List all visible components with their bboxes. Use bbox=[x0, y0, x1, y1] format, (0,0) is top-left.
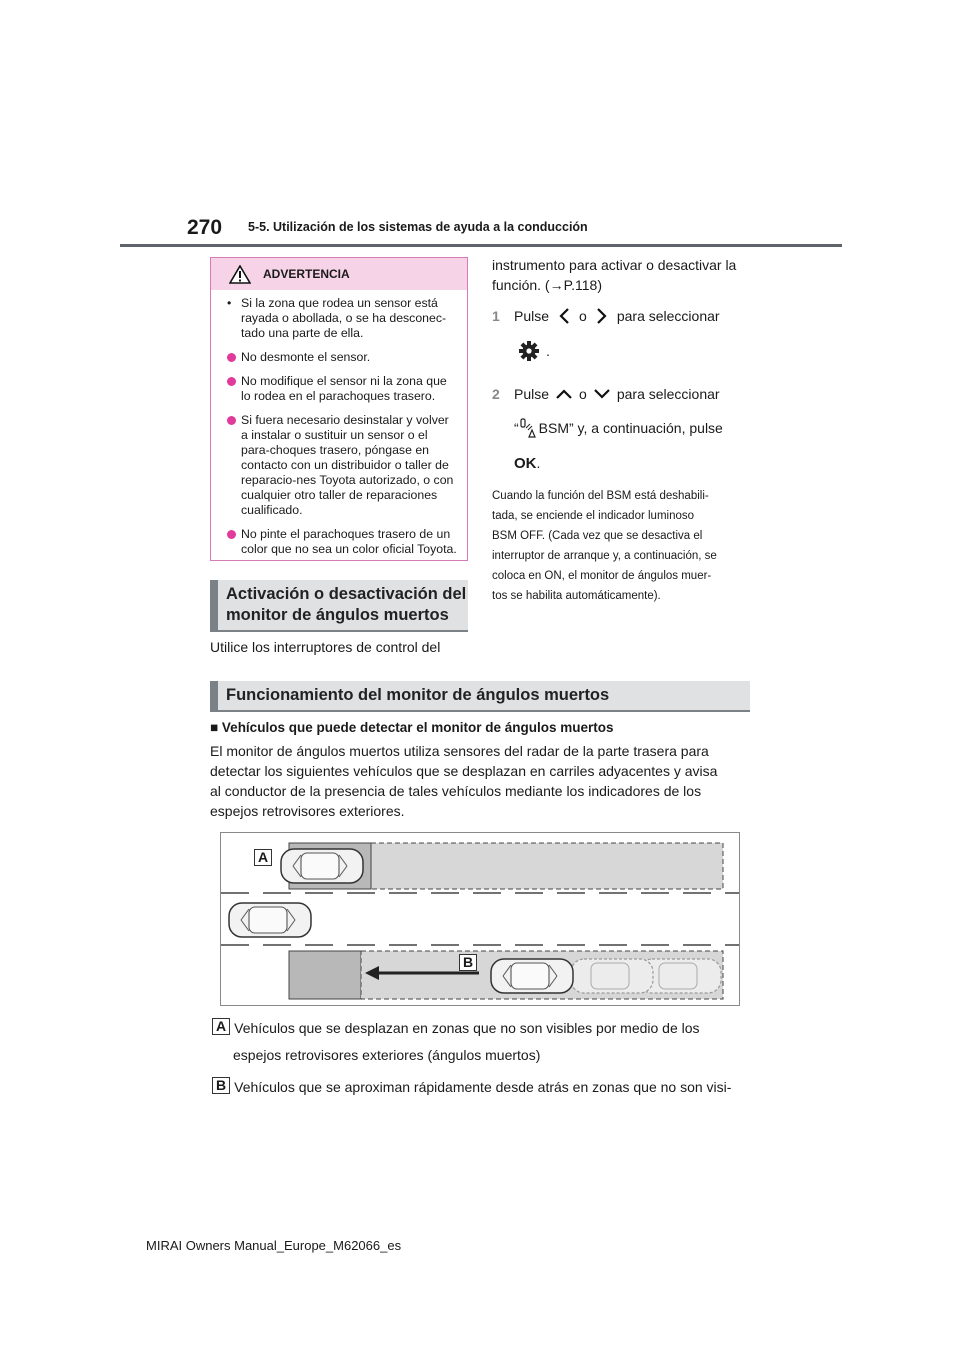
blind-spot-diagram bbox=[220, 832, 740, 1006]
gear-icon bbox=[518, 340, 540, 362]
step-text: Pulse bbox=[514, 386, 550, 402]
bullet-marker: • bbox=[227, 296, 232, 310]
bullet-dot-icon bbox=[227, 377, 236, 386]
step-2-line-2 bbox=[514, 418, 723, 438]
bsm-note bbox=[492, 486, 750, 606]
warning-item-text: No modifique el sensor ni la zona que lo rodea en el parachoques trasero. bbox=[241, 374, 447, 403]
legend-item-b bbox=[212, 1077, 731, 1097]
square-bullet-icon: ■ bbox=[210, 720, 219, 735]
arrow-right-icon: → bbox=[549, 277, 564, 293]
heading-line: monitor de ángulos muertos bbox=[226, 606, 449, 624]
step-number: 2 bbox=[492, 386, 500, 402]
bsm-icon bbox=[519, 418, 537, 438]
warning-box bbox=[210, 257, 468, 561]
chevron-up-icon bbox=[549, 384, 579, 404]
header-rule bbox=[120, 244, 842, 247]
bullet-dot-icon bbox=[227, 416, 236, 425]
note-line: BSM OFF. (Cada vez que se desactiva el bbox=[492, 530, 703, 542]
section-heading-activation bbox=[210, 580, 468, 632]
step-number: 1 bbox=[492, 308, 500, 324]
page-reference bbox=[492, 275, 602, 295]
step-2 bbox=[492, 384, 720, 404]
operation-paragraph bbox=[210, 741, 717, 821]
warning-triangle-icon bbox=[229, 265, 251, 284]
step-text: Pulse bbox=[514, 308, 550, 324]
step-2-line-3 bbox=[514, 453, 540, 473]
note-line: Cuando la función del BSM está deshabili- bbox=[492, 490, 709, 502]
step-text: “ bbox=[514, 420, 519, 436]
subsection-text: Vehículos que puede detectar el monitor de ángulos muertos bbox=[221, 720, 614, 735]
bullet-dot-icon bbox=[227, 530, 236, 539]
step-text: para seleccionar bbox=[616, 386, 720, 402]
section-heading-operation: Funcionamiento del monitor de ángulos muertos bbox=[210, 681, 750, 712]
page-number: 270 bbox=[187, 216, 223, 239]
right-text-line: instrumento para activar o desactivar la bbox=[492, 257, 737, 273]
legend-text: Vehículos que se desplazan en zonas que no son visibles por medio de los bbox=[234, 1020, 700, 1036]
paragraph-line: al conductor de la presencia de tales vehículos mediante los indicadores de los bbox=[210, 783, 702, 799]
diagram-label-a: A bbox=[254, 849, 272, 866]
bullet-dot-icon bbox=[227, 353, 236, 362]
chevron-down-icon bbox=[587, 384, 617, 404]
ok-button-icon: OK bbox=[514, 454, 537, 472]
subsection-title bbox=[210, 720, 614, 735]
step-text: . bbox=[536, 455, 541, 471]
paragraph-line: detectar los siguientes vehículos que se desplazan en carriles adyacentes y avisa bbox=[210, 763, 718, 779]
warning-item-text: Si fuera necesario desinstalar y volver a instalar o sustituir un sensor o el para-choques trasero, póngase en contacto con un distribuidor o taller de reparacio-nes Toyota autorizado, o con cualquier otro taller de reparaciones cualificado. bbox=[241, 413, 454, 517]
legend-text: espejos retrovisores exteriores (ángulos muertos) bbox=[233, 1047, 541, 1063]
note-line: interruptor de arranque y, a continuación, se bbox=[492, 550, 717, 562]
step-text: BSM” y, a continuación, pulse bbox=[538, 420, 723, 436]
warning-item bbox=[227, 296, 457, 341]
step-text: o bbox=[579, 386, 587, 402]
warning-header bbox=[211, 258, 467, 290]
warning-body bbox=[211, 290, 467, 557]
heading-line: Activación o desactivación del bbox=[226, 585, 467, 603]
diagram-label-b: B bbox=[459, 954, 477, 971]
warning-item bbox=[227, 350, 457, 365]
note-line: coloca en ON, el monitor de ángulos muer- bbox=[492, 570, 712, 582]
note-line: tada, se enciende el indicador luminoso bbox=[492, 510, 695, 522]
warning-item bbox=[227, 527, 457, 557]
warning-item-text: Si la zona que rodea un sensor está rayada o abollada, o se ha desconec-tado una parte de ella. bbox=[241, 296, 447, 340]
note-line: tos se habilita automáticamente). bbox=[492, 590, 661, 602]
paragraph-line: El monitor de ángulos muertos utiliza sensores del radar de la parte trasera para bbox=[210, 743, 709, 759]
warning-item bbox=[227, 413, 457, 518]
step-text: o bbox=[579, 308, 587, 324]
activation-intro: Utilice los interruptores de control del bbox=[210, 639, 441, 655]
ref-text: función. ( bbox=[492, 277, 550, 293]
step-text: para seleccionar bbox=[616, 308, 720, 324]
legend-text: Vehículos que se aproximan rápidamente desde atrás en zonas que no son visi- bbox=[234, 1079, 732, 1095]
step-1 bbox=[492, 306, 720, 326]
ref-page: P.118) bbox=[563, 277, 602, 293]
legend-label: A bbox=[212, 1018, 230, 1035]
step-1-icon-line bbox=[518, 340, 550, 362]
warning-title: ADVERTENCIA bbox=[263, 267, 350, 281]
section-title: 5-5. Utilización de los sistemas de ayuda a la conducción bbox=[248, 220, 588, 234]
warning-item bbox=[227, 374, 457, 404]
footer-text: MIRAI Owners Manual_Europe_M62066_es bbox=[146, 1238, 402, 1253]
warning-item-text: No pinte el parachoques trasero de un color que no sea un color oficial Toyota. bbox=[241, 527, 457, 556]
legend-label: B bbox=[212, 1077, 230, 1094]
step-text: . bbox=[546, 343, 550, 359]
paragraph-line: espejos retrovisores exteriores. bbox=[210, 803, 405, 819]
legend-item-a bbox=[212, 1018, 700, 1038]
road-illustration bbox=[221, 833, 740, 1006]
chevron-right-icon bbox=[587, 306, 617, 326]
warning-item-text: No desmonte el sensor. bbox=[241, 350, 371, 364]
chevron-left-icon bbox=[549, 306, 579, 326]
